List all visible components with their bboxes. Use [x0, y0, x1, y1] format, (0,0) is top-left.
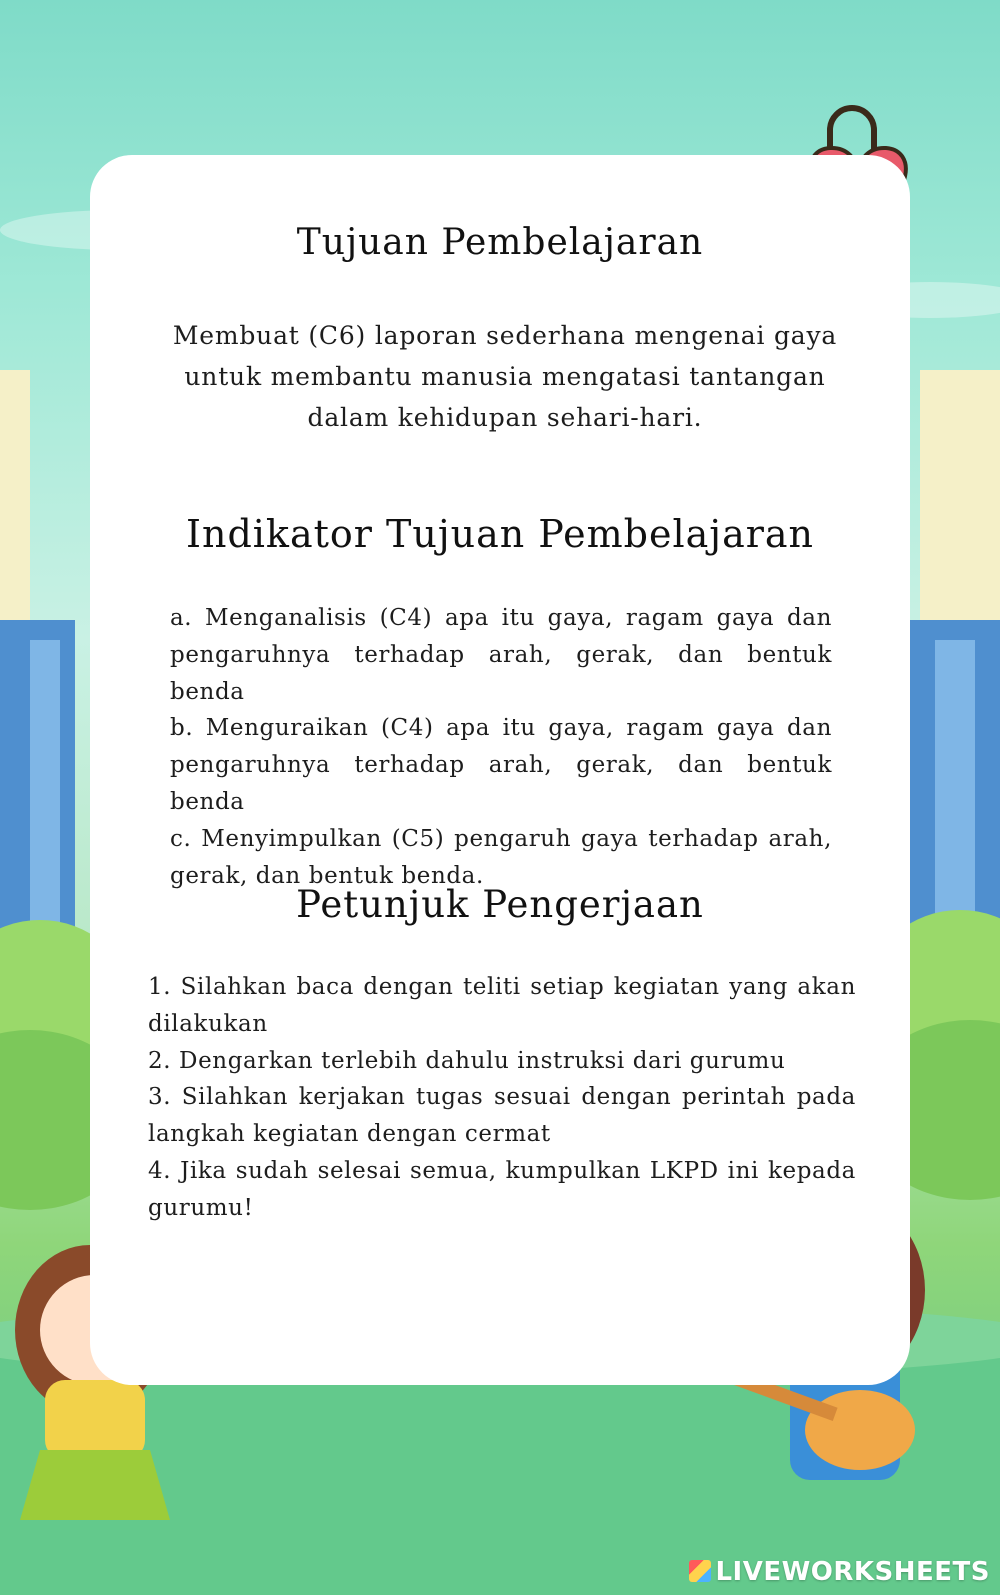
petunjuk-item: 2. Dengarkan terlebih dahulu instruksi dari gurumu — [148, 1047, 786, 1074]
petunjuk-item: 4. Jika sudah selesai semua, kumpulkan LKPD ini kepada gurumu! — [148, 1157, 856, 1221]
indikator-item: c. Menyimpulkan (C5) pengaruh gaya terhadap arah, gerak, dan bentuk benda. — [170, 825, 832, 889]
tujuan-description: Membuat (C6) laporan sederhana mengenai gaya untuk membantu manusia mengatasi tantangan dalam kehidupan sehari-hari. — [172, 321, 838, 432]
watermark-text: LIVEWORKSHEETS — [715, 1557, 990, 1587]
section-title-indikator: Indikator Tujuan Pembelajaran — [185, 512, 815, 556]
section-title-petunjuk: Petunjuk Pengerjaan — [296, 883, 704, 926]
live-logo-icon — [689, 1560, 711, 1582]
indikator-list — [170, 600, 832, 894]
petunjuk-item: 1. Silahkan baca dengan teliti setiap kegiatan yang akan dilakukan — [148, 974, 856, 1037]
petunjuk-item: 3. Silahkan kerjakan tugas sesuai dengan perintah pada langkah kegiatan dengan cermat — [148, 1084, 856, 1148]
indikator-item: b. Menguraikan (C4) apa itu gaya, ragam gaya dan pengaruhnya terhadap arah, gerak, dan bentuk benda — [170, 715, 832, 815]
liveworksheets-logo[interactable] — [689, 1557, 990, 1587]
indikator-item: a. Menganalisis (C4) apa itu gaya, ragam gaya dan pengaruhnya terhadap arah, gerak, dan bentuk benda — [170, 605, 832, 705]
petunjuk-list — [148, 969, 856, 1227]
section-title-tujuan: Tujuan Pembelajaran — [296, 222, 704, 263]
